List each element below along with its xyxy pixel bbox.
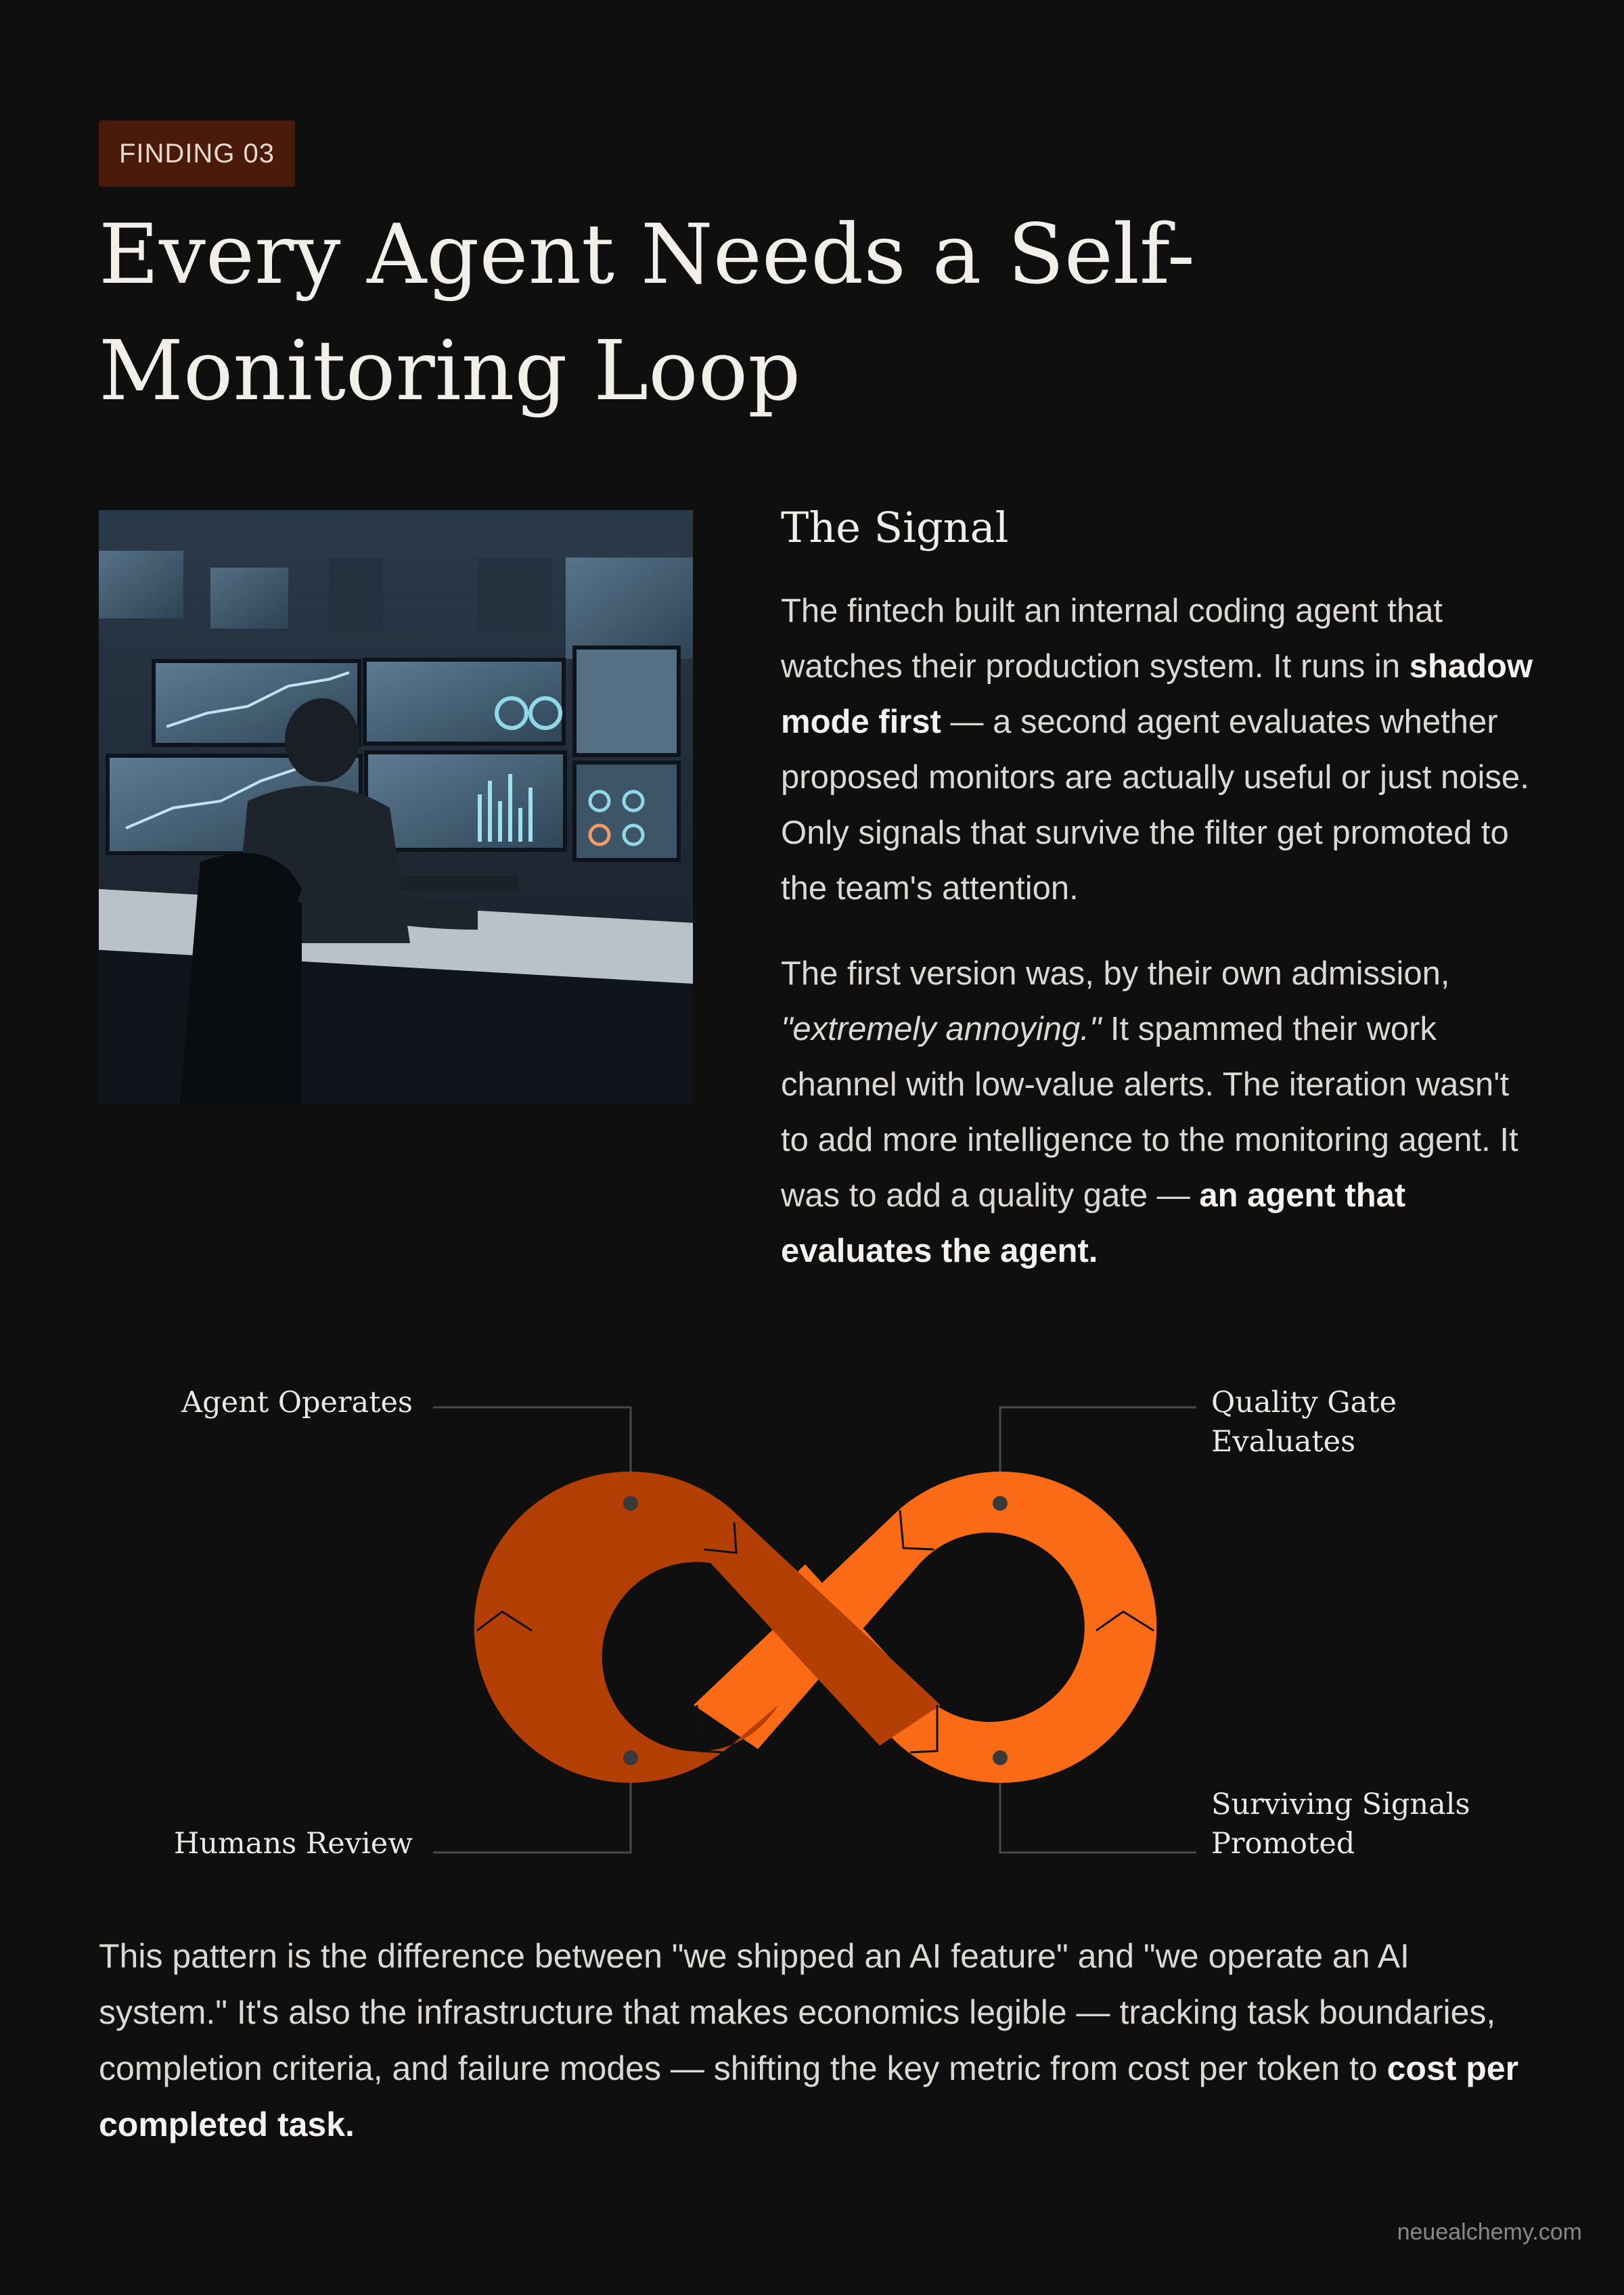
infinity-loop-diagram xyxy=(0,1367,1624,1881)
emphasis-shadow-mode: shadow mode first xyxy=(781,648,1533,740)
right-loop-shape xyxy=(694,1472,1156,1783)
label-humans-review: Humans Review xyxy=(173,1827,413,1861)
emphasis-cost-per-task: cost per completed task. xyxy=(99,2049,1519,2143)
label-quality-gate: Quality Gate Evaluates xyxy=(1211,1386,1397,1459)
quote-annoying: "extremely annoying." xyxy=(781,1011,1102,1047)
signal-section xyxy=(781,498,1539,1279)
signal-paragraph-2: The first version was, by their own admission, "extremely annoying." It spammed their work channel with low-value alerts. The iteration wasn't to add more intelligence to the monitoring agent. It was to add a quality gate — an agent that evaluates the agent. xyxy=(781,955,1518,1269)
label-surviving-signals: Surviving Signals Promoted xyxy=(1211,1788,1470,1861)
left-loop-shape xyxy=(474,1472,941,1783)
section-heading: The Signal xyxy=(781,503,1009,552)
footer-domain: neuealchemy.com xyxy=(1397,2219,1582,2245)
label-agent-operates: Agent Operates xyxy=(181,1386,413,1419)
closing-paragraph: This pattern is the difference between "we shipped an AI feature" and "we operate an AI system." It's also the infrastructure that makes economics legible — tracking task boundaries, completion criteria, and failure modes — shifting the key metric from cost per token to cost per completed task. xyxy=(99,1937,1519,2143)
page-title: Every Agent Needs a Self-Monitoring Loop xyxy=(99,206,1195,419)
signal-paragraph-1: The fintech built an internal coding agent that watches their production system. It runs in shadow mode first — a second agent evaluates whether proposed monitors are actually useful or just noise. Only signals that survive the filter get promoted to the team's attention. xyxy=(781,593,1533,907)
finding-badge: FINDING 03 xyxy=(99,120,295,187)
control-room-image xyxy=(99,510,693,1104)
emphasis-agent-evaluates: an agent that evaluates the agent. xyxy=(781,1177,1406,1269)
